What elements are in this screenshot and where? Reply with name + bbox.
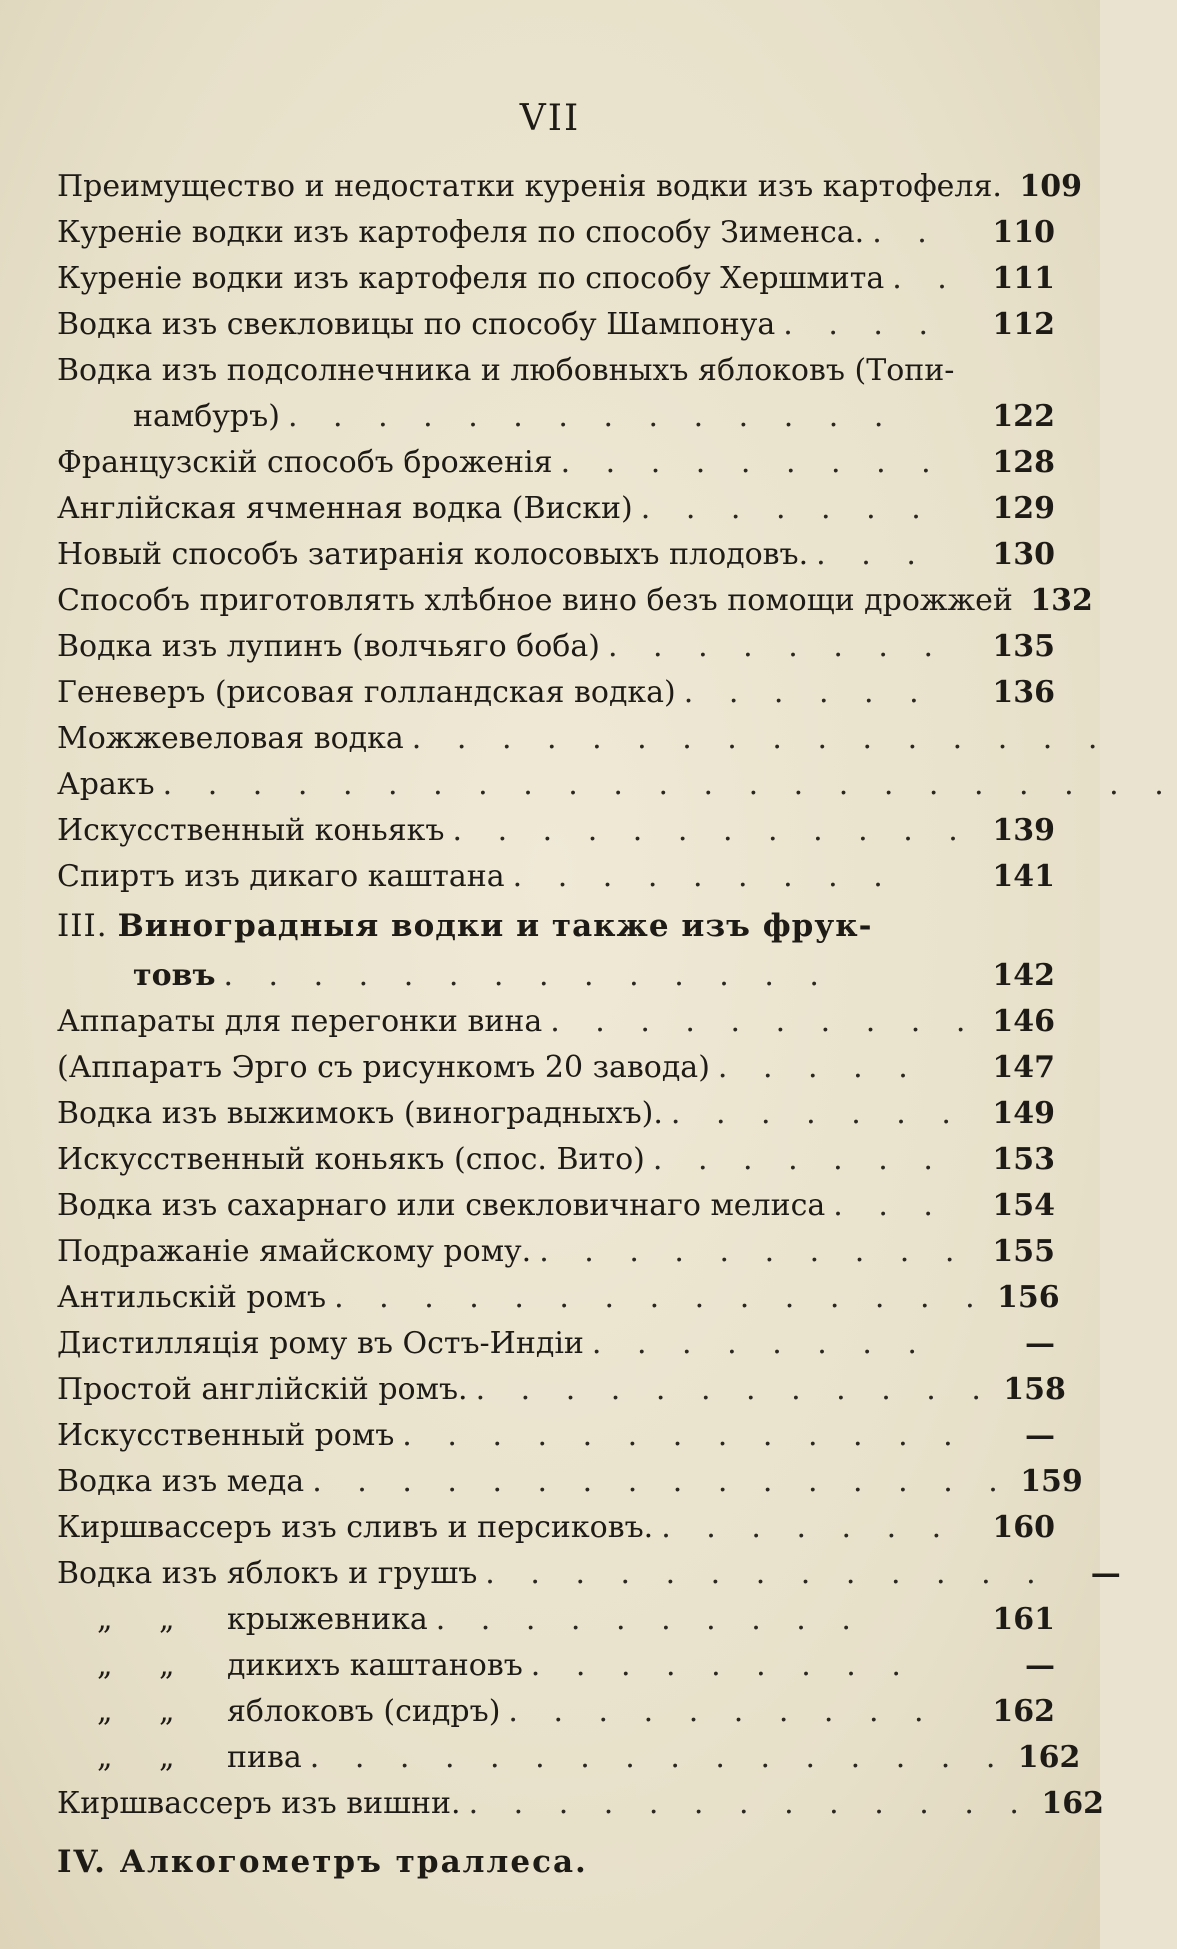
toc-entry: [57, 532, 1055, 578]
dot-leader: . . . . .: [717, 1050, 921, 1085]
toc-sub-entry: [57, 1597, 1055, 1643]
entry-title: Куреніе водки изъ картофеля по способу Зименса.: [57, 215, 865, 250]
dot-leader: . . . . . . . . . . . .: [475, 1372, 994, 1407]
page-ref: 161: [992, 1602, 1055, 1637]
entry-title: Водка изъ меда: [57, 1464, 305, 1499]
page-ref: 132: [1030, 583, 1093, 618]
entry-title: Французскій способъ броженія: [57, 445, 553, 480]
page-ref: 162: [992, 1694, 1055, 1729]
entry-title: Антильскій ромъ: [57, 1280, 327, 1315]
dot-leader: . . . . . . . . .: [560, 445, 944, 480]
page-ref: 154: [992, 1188, 1055, 1223]
page-ref: 159: [1020, 1464, 1083, 1499]
toc-sub-entry: [57, 1689, 1055, 1735]
entry-title: крыжевника: [227, 1602, 428, 1637]
toc-entry: [57, 1229, 1055, 1275]
section-title-continued: товъ: [133, 958, 216, 993]
entry-title: Искусственный ромъ: [57, 1418, 395, 1453]
entry-title-group: [57, 1689, 500, 1735]
toc-entry: [57, 1137, 1055, 1183]
entry-title: намбуръ): [133, 399, 280, 434]
dot-leader: . . . . . . . . . . . . . . . . . . . . . . .: [162, 767, 1177, 802]
entry-title: Преимущество и недостатки куренія водки изъ картофеля.: [57, 169, 1002, 204]
page-ref: 109: [1019, 169, 1082, 204]
toc-entry: [57, 348, 1055, 394]
entry-title: Искусственный коньякъ (спос. Вито): [57, 1142, 645, 1177]
entry-title: Водка изъ лупинъ (волчьяго боба): [57, 629, 600, 664]
entry-title: Геневеръ (рисовая голландская водка): [57, 675, 676, 710]
page-ref: —: [1090, 1556, 1121, 1591]
page-ref: 162: [1017, 1740, 1081, 1775]
toc-entry: [57, 1321, 1055, 1367]
page-ref: —: [1025, 1326, 1055, 1361]
entry-title: (Аппаратъ Эрго съ рисункомъ 20 завода): [57, 1050, 710, 1085]
toc-sub-entry: [57, 1643, 1055, 1689]
page-ref: 158: [1003, 1372, 1066, 1407]
toc-entry: [57, 1505, 1055, 1551]
entry-title-group: [57, 1643, 523, 1689]
section-heading-iii: [57, 900, 1055, 953]
ditto-mark: „: [159, 1740, 175, 1775]
toc-entry: [57, 624, 1055, 670]
page-ref: 155: [992, 1234, 1055, 1269]
dot-leader: . . . . . . .: [670, 1096, 964, 1131]
dot-leader: . . . . . . . . . .: [539, 1234, 968, 1269]
entry-title: Аракъ: [57, 767, 155, 802]
entry-title: Киршвассеръ изъ вишни.: [57, 1786, 461, 1821]
entry-title: Аппараты для перегонки вина: [57, 1004, 543, 1039]
toc-entry: [57, 486, 1055, 532]
page-ref: 130: [992, 537, 1055, 572]
entry-title: Водка изъ подсолнечника и любовныхъ яблоковъ (Топи-: [57, 353, 955, 388]
dot-leader: . . . . . . .: [652, 1142, 946, 1177]
toc-entry: [57, 164, 1082, 210]
dot-leader: . . . . . . . . . . . . . .: [223, 958, 832, 993]
entry-title: Англійская ячменная водка (Виски): [57, 491, 633, 526]
page-ref: 112: [992, 307, 1055, 342]
dot-leader: . .: [892, 261, 960, 296]
toc-entry: [57, 578, 1093, 624]
dot-leader: . . . . . . . . . . . . . . . .: [309, 1740, 1009, 1775]
section-title: Алкогометръ траллеса.: [119, 1844, 588, 1880]
page-ref: —: [1025, 1648, 1055, 1683]
page-ref: 146: [992, 1004, 1055, 1039]
page-ref: 147: [992, 1050, 1055, 1085]
section-roman: IV.: [57, 1844, 107, 1880]
toc-entry: [57, 762, 1177, 808]
page-ref: 162: [1041, 1786, 1104, 1821]
page-ref: 153: [992, 1142, 1055, 1177]
page-ref: 135: [992, 629, 1055, 664]
toc-entry: [57, 440, 1055, 486]
section-heading-iv: [57, 1835, 1055, 1889]
dot-leader: . . . . . . . . . . . . .: [402, 1418, 966, 1453]
entry-title: пива: [227, 1740, 302, 1775]
entry-title: Новый способъ затиранія колосовыхъ плодовъ.: [57, 537, 809, 572]
dot-leader: . . . .: [783, 307, 942, 342]
ditto-mark: „: [159, 1602, 175, 1637]
page-ref: 156: [997, 1280, 1060, 1315]
entry-title: Способъ приготовлять хлѣбное вино безъ помощи дрожжей: [57, 583, 1013, 618]
toc-entry: [57, 1551, 1121, 1597]
dot-leader: . . . . . . . .: [591, 1326, 930, 1361]
toc-entry: [57, 210, 1055, 256]
entry-title: Водка изъ выжимокъ (виноградныхъ).: [57, 1096, 663, 1131]
entry-title: яблоковъ (сидръ): [227, 1694, 501, 1729]
dot-leader: . . . . . . . . . .: [550, 1004, 979, 1039]
toc-entry: [57, 854, 1055, 900]
section-title: Виноградныя водки и также изъ фрук-: [117, 908, 873, 944]
page-ref: 142: [992, 958, 1055, 993]
dot-leader: . . . . . .: [683, 675, 932, 710]
page-ref: 129: [992, 491, 1055, 526]
page-ref: 111: [992, 261, 1055, 296]
entry-title: Подражаніе ямайскому рому.: [57, 1234, 532, 1269]
dot-leader: . . . . . . . . . . . . .: [468, 1786, 1032, 1821]
toc-entry: [57, 256, 1055, 302]
toc-entry: [57, 1091, 1055, 1137]
toc-entry: [57, 302, 1055, 348]
page-number: VII: [519, 98, 581, 139]
dot-leader: . . . . . . .: [640, 491, 934, 526]
entry-title: Водка изъ яблокъ и грушъ: [57, 1556, 478, 1591]
page-ref: 128: [992, 445, 1055, 480]
ditto-mark: „: [159, 1694, 175, 1729]
toc-entry: [57, 394, 1055, 440]
toc-entry: [57, 808, 1055, 854]
table-of-contents: [57, 164, 1177, 1889]
entry-title: дикихъ каштановъ: [227, 1648, 523, 1683]
dot-leader: . . . . . . . . .: [512, 859, 896, 894]
entry-title: Дистилляція рому въ Остъ-Индіи: [57, 1326, 584, 1361]
toc-entry: [57, 1275, 1060, 1321]
page-ref: 110: [992, 215, 1055, 250]
ditto-mark: „: [97, 1694, 113, 1729]
entry-title-group: [57, 1597, 428, 1643]
toc-entry: [57, 1367, 1066, 1413]
dot-leader: . . . . . . . . .: [530, 1648, 914, 1683]
ditto-mark: „: [159, 1648, 175, 1683]
entry-title-group: [57, 1735, 302, 1781]
ditto-mark: „: [97, 1740, 113, 1775]
dot-leader: . . . . . . . .: [607, 629, 946, 664]
ditto-mark: „: [97, 1602, 113, 1637]
page-ref: 122: [992, 399, 1055, 434]
page-ref: 149: [992, 1096, 1055, 1131]
dot-leader: . . . . . . . . . . . . . . . .: [312, 1464, 1011, 1499]
page-ref: 136: [992, 675, 1055, 710]
toc-entry: [57, 1781, 1104, 1827]
page-ref: 141: [992, 859, 1055, 894]
page-ref: —: [1025, 1418, 1055, 1453]
dot-leader: . . .: [833, 1188, 946, 1223]
entry-title: Водка изъ свекловицы по способу Шампонуа: [57, 307, 776, 342]
dot-leader: . .: [872, 215, 940, 250]
entry-title: Спиртъ изъ дикаго каштана: [57, 859, 505, 894]
toc-entry: [57, 1045, 1055, 1091]
section-heading-iii-continued: [57, 953, 1055, 999]
dot-leader: . . . . . . .: [661, 1510, 955, 1545]
toc-entry: [57, 999, 1055, 1045]
dot-leader: . . . . . . . . . . . . . .: [287, 399, 897, 434]
page-ref: 139: [992, 813, 1055, 848]
toc-entry: [57, 670, 1055, 716]
entry-title: Куреніе водки изъ картофеля по способу Хершмита: [57, 261, 885, 296]
entry-title: Искусственный коньякъ: [57, 813, 445, 848]
toc-sub-entry: [57, 1735, 1081, 1781]
dot-leader: . . . . . . . . . .: [508, 1694, 937, 1729]
dot-leader: . . . . . . . . . . . .: [452, 813, 971, 848]
toc-entry: [57, 1413, 1055, 1459]
entry-title: Простой англійскій ромъ.: [57, 1372, 468, 1407]
dot-leader: . . . . . . . . . .: [435, 1602, 864, 1637]
toc-entry: [57, 1183, 1055, 1229]
entry-title: Киршвассеръ изъ сливъ и персиковъ.: [57, 1510, 654, 1545]
page-ref: 160: [992, 1510, 1055, 1545]
dot-leader: . . . . . . . . . . . . . . .: [334, 1280, 988, 1315]
dot-leader: . . . . . . . . . . . . .: [485, 1556, 1049, 1591]
section-roman: III.: [57, 908, 108, 944]
entry-title: Водка изъ сахарнаго или свекловичнаго мелиса: [57, 1188, 826, 1223]
ditto-mark: „: [97, 1648, 113, 1683]
toc-entry: [57, 716, 1111, 762]
dot-leader: . . . . . . . . . . . . . . . .: [411, 721, 1111, 756]
entry-title: Можжевеловая водка: [57, 721, 404, 756]
toc-entry: [57, 1459, 1083, 1505]
dot-leader: . . .: [816, 537, 929, 572]
